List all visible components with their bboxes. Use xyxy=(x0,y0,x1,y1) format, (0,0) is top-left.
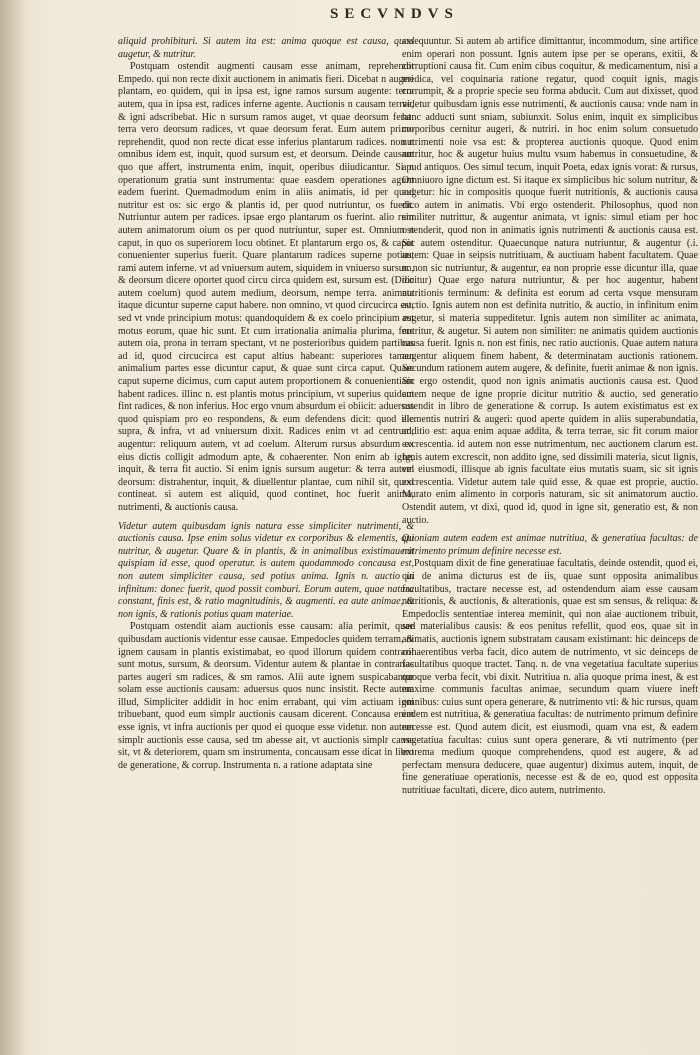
commentary-paragraph: assequuntur. Si autem ab artifice dimittantur, incommodum, sine artifice enim operari non possunt. Ignis autem ipse per se operans, exitii, & corruptioni causa fit. Cum enim cibus coquitur, & medicamentum, nisi a medica, vel coquinaria ratione regatur, quod coquit ignis, magis corrumpit, & a proprie specie seu forma abducit. Cum aut dixisset, quod videtur quibusdam ignis esse nutrimenti, & auctionis causa: vnde nam in hanc adducti sunt sniam, subiunxit. Solus enim, inquit ex simplicibus corporibus cernitur augeri, & nutriri. in hoc enim solum consuetudo nutrimenti noie vsa est: & propterea auctionis quoque. Quod enim nutritur, hoc & augetur huius multu vsum habemus in consuetudine, & apud antiquos. Oes simul tecum, inquit Poeta, edax ignis vorat: & rursus, Omniuoro igne dictum est. Si itaque ex simplicibus hic solum nutritur, & augetur: hic in compositis quoque fuerit nutritionis, & auctionis causa dico autem in animatis. Vbi ergo ostenderit. Philosophus, quod non similiter nutrittur, & augentur animata, vt ignis: simul etiam per hoc ostenderit, quod non in animatis ignis nutrimenti & auctionis causa est. Sic autem ostenditur. Quaecunque natura nutriuntur, & augentur (.i. autem: Quae in seipsis nutritiuam, & auctiuam habent facultatem. Quae n. non sic nutriuntur, & augentur, ea non proprie esse dicuntur illa, quae dicitur) Quae ergo natura nutriuntur, & per hoc augentur, habent nutritionis terminum: & definita est eorum ad certa vsque mensuram auctio. Ignis autem non est definita nutritio, & auctio, in infinitum enim augetur, si materia suppeditetur. Ignis autem non similiter ac animata, nutritur, & augetur. Si autem non similiter: ne animatis quidem auctionis causa fuerit. Ignis n. non est finis, nec ratio auctionis. Quae autem natura augentur aliquem finem habent, & determinatam auctionis rationem. Secundum rationem autem augere, & definite, fuerit animae & non ignis. Sic ergo ostendit, quod non ignis animatis auctionis causa est. Quod autem neque de igne proprie dicitur nutritio & auctio, sed generatio ostendit in libro de generatione & corrup. Is autem existimatus est ex elementis nutriri & augeri: quod aperte quidem in aliis superabundatia, additio est: aqua enim aquae addita, & terra terrae, sic fit corum maior excrescentia. id autem non esse nutrimentum, nec auctionem clarum est. Ignis autem excrescit, non addito igne, sed dissimili materia, sicut lignis, vel eiusmodi, illisque ab ignis facultate eius mutatis suam, sic sit ignis excrescentia. Videtur autem tale quid esse, & quae est proprie, auctio. Murato enim alimento in corporis naturam, sic sit animatorum auctio. Ostendit autem, vt dixi, quod id, quod in igne sit, generatio est, & non auctio. xyxy=(402,36,698,526)
running-head: SECVNDVS xyxy=(330,6,459,22)
commentary-paragraph: Postquam dixit de fine generatiuae facultatis, deinde ostendit, quod ei, qui de anima dicturus est de iis, quae sunt opposita animalibus facultatibus, tractare necesse est, ad ostendendum aiam esse causam nutritionis, & auctionis, & alterationis, quae est sm sensus, & reliqua: & Empedoclis sententiae interea meminit, qui non aiae auctionem tribuit, sed materialibus causis: & eos penitus refellit, quod eos, quae sit in animatis, auctionis ignem substratam causam existimant: hic deinceps de cohaerentibus verba facit, dico autem de nutrimento, vt sic deinceps de facultatibus quoque tractet. Tanq. n. de vna vegetatiua facultate superius quoque verba fecit, vbi dixit. Nutritiua n. alia quoque prima inest, & est maxime communis facultas animae, secundum quam viuere ineft omnibus: cuius sunt opera generare, & nutrimento vti: & hic rursus, quam eadem est nutritiua, & generatiua facultas: de nutrimento primum definire necesse est. Quod autem dicit, est eiusmodi, quam vna est, & eadem vegetatiua facultas: cuius sunt opera generare, & vti nutrimento (per extrema medium quoque comprehendens, quod est augere, & ad perfectam mensura deducere, quae augentur) diximus autem, inquit, de fine generatiuae operationis, necesse est & de eo, quod est opposita nutritiuae facultati, dicere, dico autem, nutrimento. xyxy=(402,558,698,797)
right-column xyxy=(402,36,698,1046)
lemma-text: aliquid prohibituri. Si autem ita est: anima quoque est causa, quod augetur, & nutritur. xyxy=(118,36,414,60)
commentary-paragraph: Postquam ostendit augmenti causam esse animam, reprehendit Empedo. qui non recte dixit auctionem in animatis fieri. Dicebat n augeri plantam, eo quidem, qui in ipsa est, igne ramos sursum augente: terra autem, qua in ipsa est, radices inferne agente. Auctionis n causam terrae, & igni adscribebat. Hic n sursum ramos auget, vt quae deorsum ferat: terra vero deorsum radices, vt quae deorsum ferat. Eum autem primo reprehendit, quod non recte dicat esse inferius plantarum radices. non n omnibus idem est, inquit, quod sursum est, et deorsum. Deinde causam quo que affert, instrumenta enim, inquit, operibus diiudicantur. Si n operationum gratia sunt instrumenta: quae easdem operationes agunt eadem fuerint. Quemadmodum enim in aliis animatis, id per quod nutritur est os: sic ergo & plantis id, per quod nutriuntur, os fuerit. Nutriuntur autem per radices. ipsae ergo plantarum os fuerint. alio rum autem animatorum oium os per quod nutriuntur, super est. Omnium n caput, in quo os superiorem locu obtinet. Et plantarum ergo os, & caput conuenienter superius fuerit. Quare plantarum radices superne potius, rami autem inferne. vt ad vniuersum autem, siquidem in vniuerso sursum, & deorsum dicere oportet quod circu circa quidem est, sursum est. (Dico autem coelum) quod autem medium, deorsum, nempe terra. animata itaque dicuntur superne caput habere. non omnino, vt quod circucirca est, sed vt vnde principium motus: quandoquidem & ex coelo principium est motus eorum, quae hic sunt. Et cum irrationalia animalia plurima, fere autem oia, prona in terram spectant, vt ne posterioribus quidem partibus ad id, quod circucirca est caput altius habeant: superiores tamen animalium partes esse dicuntur caput, & quae sunt circa caput. Quare caput superne dicimus, cum caput autem proportionem & conuenientiam habent radices. illinc n. est plantis motus principium, vt superius quidem fint radices, & non inferius. Hoc ergo vnum absurdum ei obiicit: aduersus quod quispiam pro eo respondens, & eum defendens dicit: quod ille supra, & infra, vt ad vniuersum dixit. Radices enim vt ad centrum, augentur: reliquum autem, vt ad coelum. Alterum rursus absurdum ex eius dictis colligit admodum apte, & cohaerenter. Non enim ab igne, inquit, & terra fit auctio. Si enim ignis sursum augetur: & terra autem deorsum: distrahentur, inquit, & diuellentur plantae, cum nihil sit, quod contineat. si autem est aliquid, quod continet, hoc fuerit anima, nutrimenti, & auctionis causa. xyxy=(118,61,414,513)
lemma-text: Quoniam autem eadem est animae nutritiua, & generatiua facultas: de nutrimento primum definire necesse est. xyxy=(402,533,698,557)
lemma-text: Videtur autem quibusdam ignis natura esse simpliciter nutrimenti, & auctionis causa. Ipse enim solus videtur ex corporibus & elementis, qui nutritur, & augetur. Quare & in plantis, & in animalibus existimauerit quispiam id esse, quod operatur. is autem quodammodo concausa est, non autem simpliciter causa, sed potius anima. Ignis n. auctio in infinitum: donec fuerit, quod possit comburi. Eorum autem, quae natura constant, finis est, & ratio magnitudinis, & augmenti. ea aute animae, & non ignis, & rationis potius quam materiae. xyxy=(118,520,414,620)
gutter-shadow xyxy=(0,0,26,1055)
commentary-paragraph: Postquam ostendit aiam auctionis esse causam: alia perimit, quae quibusdam auctionis videntur esse causae. Empedocles quidem terram, & ignem causam in plantis existimabat, eo quod illorum quidem contrarii sunt motus, sursum, & deorsum. Videntur autem & plantae in contrarias partes augeri sm radices, & sm ramos. Alii aute ignem suspicabantur solam esse auctionis causam: aduersus quos nunc insistit. Recte autem illud, Simpliciter addidit in hoc enim errabant, qui vim actiuam igni tribuebant, quod eum simplr auctionis causam dicerent. Concausa enim esse ignis, vt infra auctionis per quod ei quoque esse videtur. non autem simplr auctionis esse causa, sed tm abesse ait, vt auctionis simplr causa sit, vt & deteriorem, quam sm instrumenta, concausam esse dicat in libro de generatione, & corrup. Instrumenta n. a ratione adaptata sine xyxy=(118,621,414,771)
left-column xyxy=(118,36,414,1046)
